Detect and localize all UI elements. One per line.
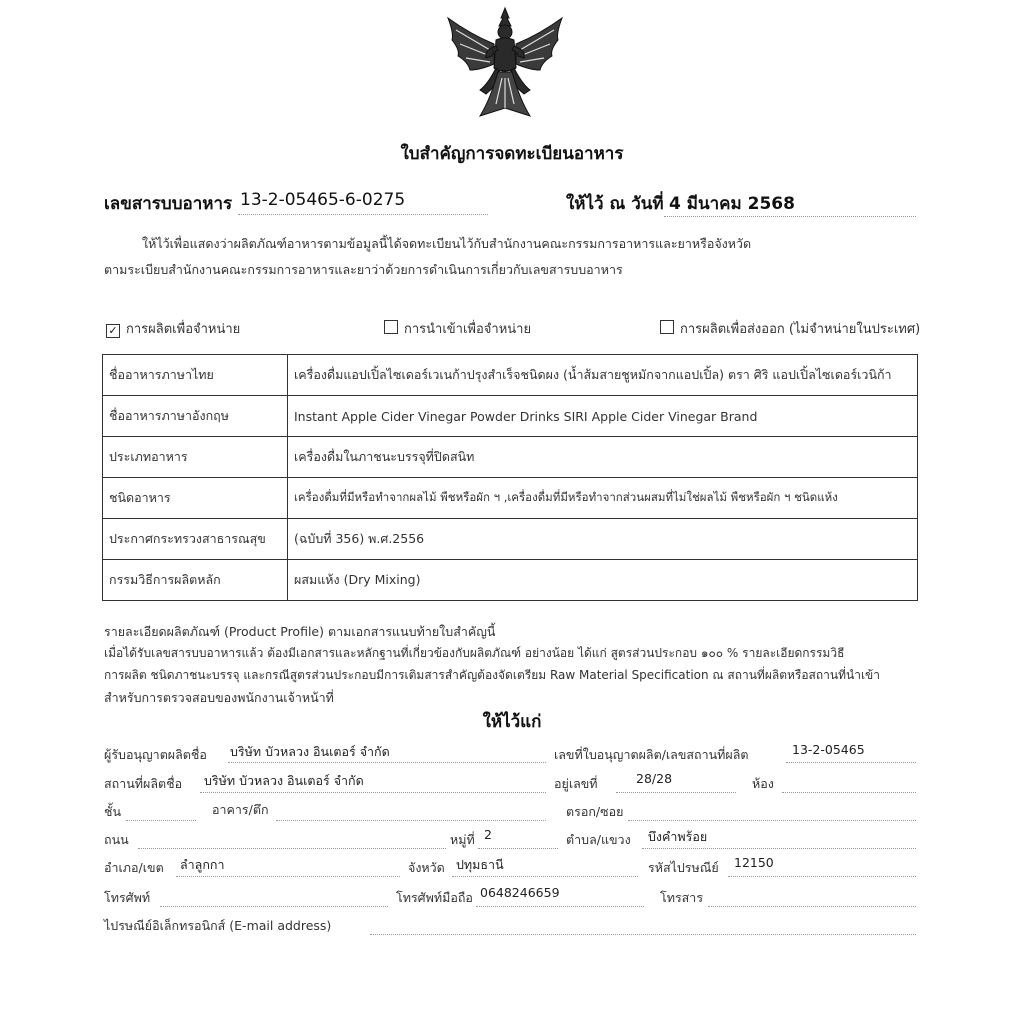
field-line	[370, 934, 916, 935]
moo-label: หมู่ที่	[450, 832, 475, 847]
row-label: ประเภทอาหาร	[103, 437, 288, 478]
document-title: ใบสำคัญการจดทะเบียนอาหาร	[400, 144, 624, 164]
road-label: ถนน	[104, 832, 129, 847]
garuda-emblem-icon	[440, 4, 570, 124]
date-value: 4 มีนาคม 2568	[669, 194, 795, 214]
table-row	[103, 396, 918, 437]
field-line	[138, 848, 446, 849]
reg-label: เลขสารบบอาหาร	[104, 194, 233, 214]
reg-number: 13-2-05465-6-0275	[240, 190, 406, 210]
field-line	[160, 906, 388, 907]
row-value: เครื่องดื่มแอปเปิ้ลไซเดอร์เวเนก้าปรุงสำเร็จชนิดผง (น้ำส้มสายชูหมักจากแอปเปิ้ล) ตรา ศิริ แอปเปิ้ลไซเดอร์เวนิก้า	[288, 355, 918, 396]
field-line	[478, 848, 558, 849]
note-line: สำหรับการตรวจสอบของพนักงานเจ้าหน้าที่	[104, 690, 334, 705]
field-line	[126, 820, 196, 821]
note-line: เมื่อได้รับเลขสารบบอาหารแล้ว ต้องมีเอกสารและหลักฐานที่เกี่ยวข้องกับผลิตภัณฑ์ อย่างน้อย ได้แก่ สูตรส่วนประกอบ ๑๐๐ % รายละเอียดกรรมวิธี	[104, 646, 845, 660]
row-label: ชื่ออาหารภาษาไทย	[103, 355, 288, 396]
row-label: ชื่ออาหารภาษาอังกฤษ	[103, 396, 288, 437]
date-line	[664, 216, 916, 217]
phone-label: โทรศัพท์	[104, 890, 151, 905]
table-row	[103, 355, 918, 396]
note-line: การผลิต ชนิดภาชนะบรรจุ และกรณีสูตรส่วนประกอบมีการเติมสารสำคัญต้องจัดเตรียม Raw Material Specification ณ สถานที่ผลิตหรือสถานที่นำเข้า	[104, 668, 880, 682]
field-line	[176, 876, 400, 877]
checkbox-label: การผลิตเพื่อส่งออก (ไม่จำหน่ายในประเทศ)	[680, 322, 921, 337]
place-label: สถานที่ผลิตชื่อ	[104, 776, 183, 791]
mobile-value: 0648246659	[480, 885, 560, 900]
intro-line-2: ตามระเบียบสำนักงานคณะกรรมการอาหารและยาว่าด้วยการดำเนินการเกี่ยวกับเลขสารบบอาหาร	[104, 262, 623, 277]
address-no-value: 28/28	[636, 771, 673, 786]
license-no-value: 13-2-05465	[792, 742, 865, 757]
field-line	[228, 762, 546, 763]
mobile-label: โทรศัพท์มือถือ	[396, 890, 473, 905]
row-value: Instant Apple Cider Vinegar Powder Drinks SIRI Apple Cider Vinegar Brand	[288, 396, 918, 437]
room-label: ห้อง	[752, 776, 774, 791]
field-line	[642, 848, 916, 849]
table-row	[103, 437, 918, 478]
postal-value: 12150	[734, 855, 774, 870]
alley-label: ตรอก/ซอย	[566, 804, 624, 819]
building-label: อาคาร/ตึก	[212, 802, 269, 817]
district-value: ลำลูกกา	[180, 857, 225, 872]
field-line	[782, 792, 916, 793]
field-line	[786, 762, 916, 763]
subdistrict-label: ตำบล/แขวง	[566, 832, 631, 847]
checkbox-box[interactable]	[384, 320, 398, 334]
license-no-label: เลขที่ใบอนุญาตผลิต/เลขสถานที่ผลิต	[554, 747, 749, 762]
licensee-label: ผู้รับอนุญาตผลิตชื่อ	[104, 747, 207, 762]
row-value: (ฉบับที่ 356) พ.ศ.2556	[288, 519, 918, 560]
field-line	[276, 820, 546, 821]
reg-number-line	[238, 214, 488, 215]
checkbox-box[interactable]: ✓	[106, 324, 120, 338]
row-value: เครื่องดื่มในภาชนะบรรจุที่ปิดสนิท	[288, 437, 918, 478]
food-info-table	[102, 354, 918, 601]
checkbox-produce-for-export[interactable]	[660, 318, 920, 339]
district-label: อำเภอ/เขต	[104, 860, 164, 875]
field-line	[452, 876, 638, 877]
field-line	[476, 906, 644, 907]
intro-line-1: ให้ไว้เพื่อแสดงว่าผลิตภัณฑ์อาหารตามข้อมูลนี้ได้จดทะเบียนไว้กับสำนักงานคณะกรรมการอาหารและยาหรือจังหวัด	[142, 236, 752, 251]
table-row	[103, 519, 918, 560]
row-label: กรรมวิธีการผลิตหลัก	[103, 560, 288, 601]
field-line	[728, 876, 916, 877]
date-label: ให้ไว้ ณ วันที่	[566, 194, 664, 214]
note-line: รายละเอียดผลิตภัณฑ์ (Product Profile) ตามเอกสารแนบท้ายใบสำคัญนี้	[104, 624, 496, 639]
field-line	[708, 906, 916, 907]
fax-label: โทรสาร	[660, 890, 704, 905]
checkbox-label: การผลิตเพื่อจำหน่าย	[126, 322, 241, 337]
address-no-label: อยู่เลขที่	[554, 776, 598, 791]
floor-label: ชั้น	[104, 804, 122, 819]
field-line	[616, 792, 736, 793]
moo-value: 2	[484, 827, 492, 842]
checkbox-produce-for-sale[interactable]	[106, 318, 240, 339]
place-value: บริษัท บัวหลวง อินเตอร์ จำกัด	[204, 773, 364, 788]
checkbox-label: การนำเข้าเพื่อจำหน่าย	[404, 322, 532, 337]
checkbox-import-for-sale[interactable]	[384, 318, 531, 339]
table-row	[103, 478, 918, 519]
table-row	[103, 560, 918, 601]
email-label: ไปรษณีย์อิเล็กทรอนิกส์ (E-mail address)	[104, 918, 332, 933]
postal-label: รหัสไปรษณีย์	[648, 860, 719, 875]
subdistrict-value: บึงคำพร้อย	[648, 829, 708, 844]
province-value: ปทุมธานี	[456, 857, 504, 872]
grantee-title: ให้ไว้แก่	[482, 712, 542, 732]
row-label: ประกาศกระทรวงสาธารณสุข	[103, 519, 288, 560]
province-label: จังหวัด	[408, 860, 445, 875]
row-value: เครื่องดื่มที่มีหรือทำจากผลไม้ พืชหรือผัก ฯ ,เครื่องดื่มที่มีหรือทำจากส่วนผสมที่ไม่ใช่ผลไม้ พืชหรือผัก ฯ ชนิดแห้ง	[288, 478, 918, 519]
row-label: ชนิดอาหาร	[103, 478, 288, 519]
checkbox-box[interactable]	[660, 320, 674, 334]
field-line	[628, 820, 916, 821]
row-value: ผสมแห้ง (Dry Mixing)	[288, 560, 918, 601]
licensee-value: บริษัท บัวหลวง อินเตอร์ จำกัด	[230, 744, 390, 759]
field-line	[200, 792, 546, 793]
